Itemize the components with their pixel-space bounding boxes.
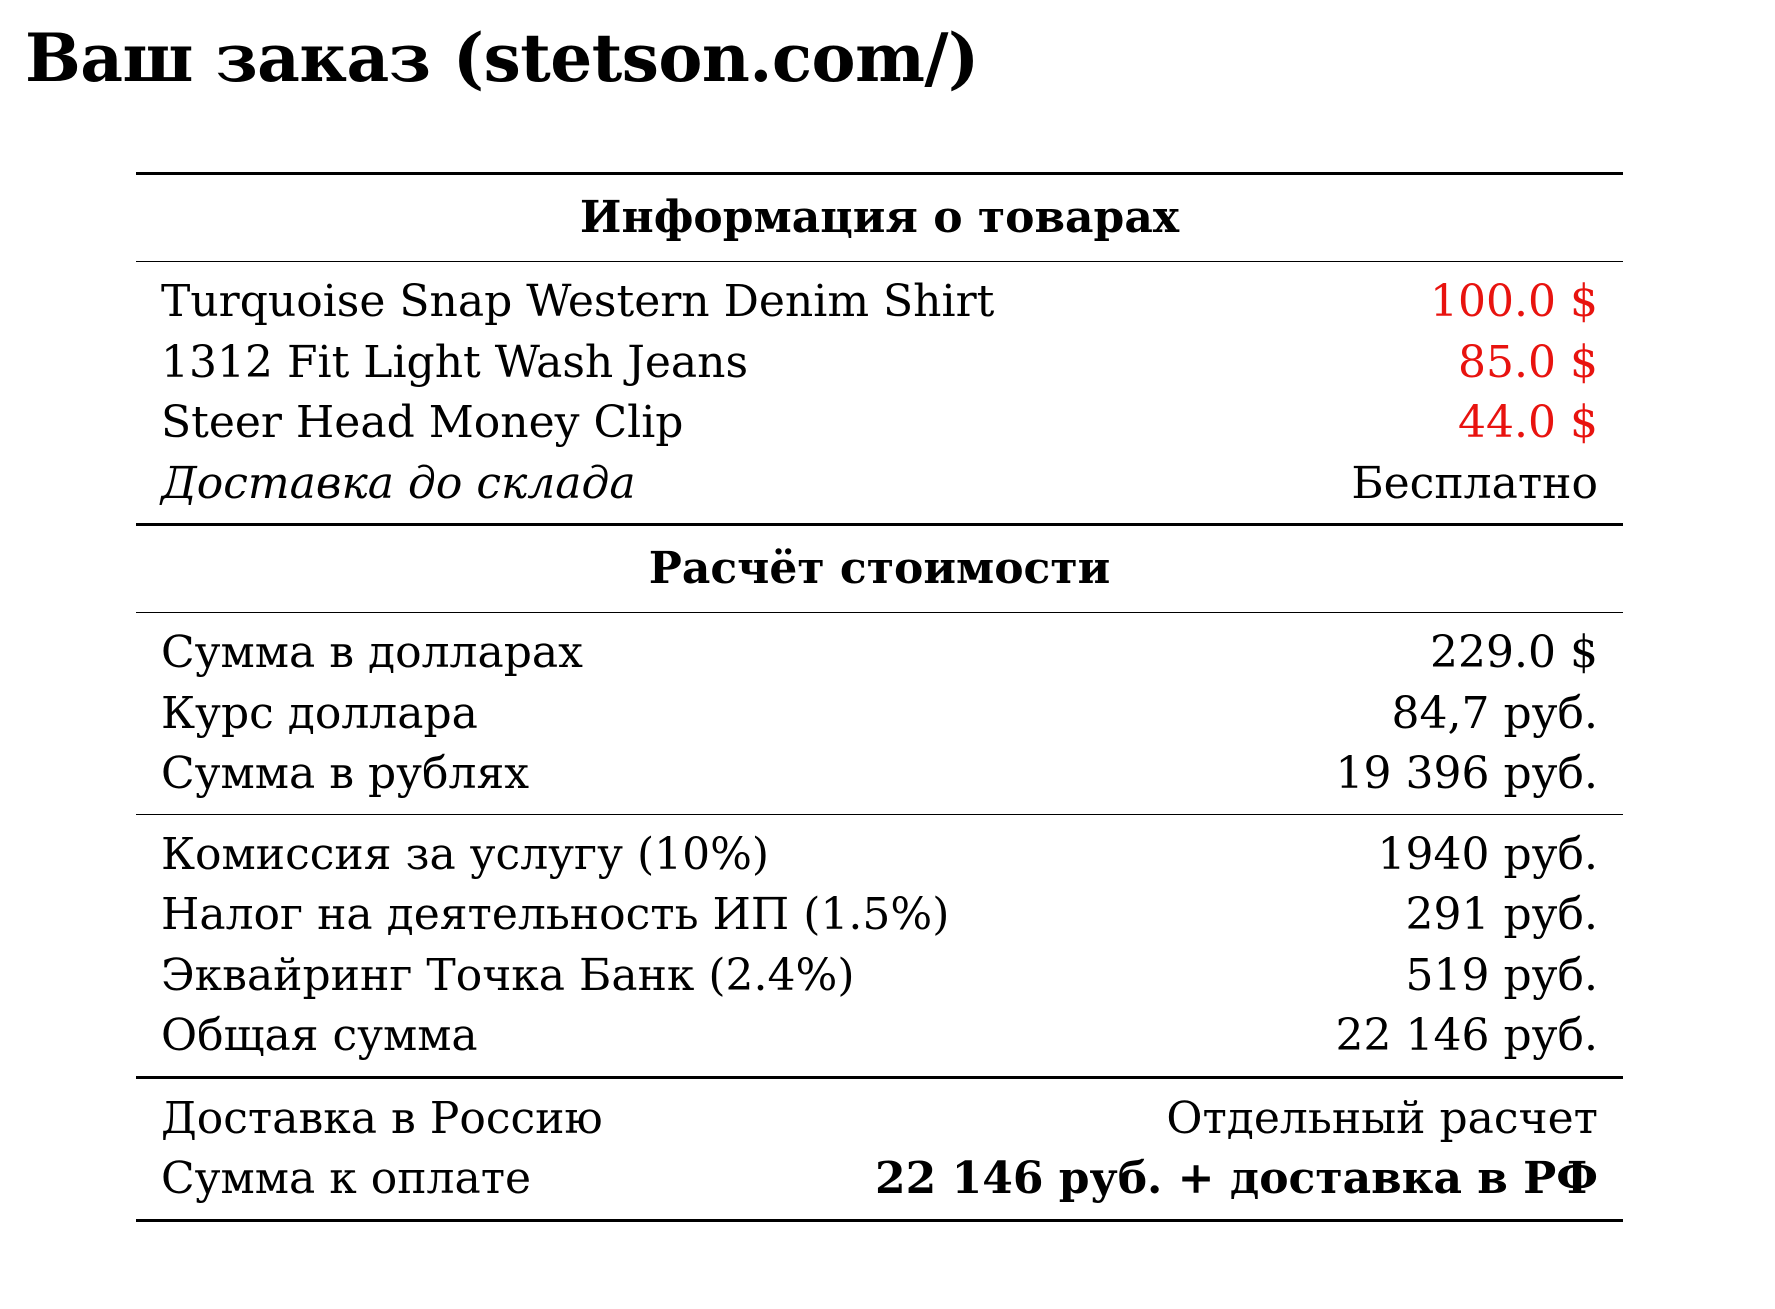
amount-payable-row [161, 1149, 1598, 1210]
product-name: Turquoise Snap Western Denim Shirt [161, 276, 995, 327]
amount-payable-value: 22 146 руб. + доставка в РФ [875, 1153, 1598, 1204]
conversion-list [136, 613, 1623, 814]
amount-payable-label: Сумма к оплате [161, 1153, 532, 1204]
acquiring-value: 519 руб. [1405, 949, 1598, 1001]
product-name: 1312 Fit Light Wash Jeans [161, 336, 749, 388]
products-list [136, 262, 1623, 523]
service-fee-label: Комиссия за услугу (10%) [161, 828, 770, 880]
products-section-heading: Информация о товарах [579, 192, 1180, 243]
russia-delivery-label: Доставка в Россию [161, 1092, 603, 1144]
rub-sum-value: 19 396 руб. [1335, 748, 1598, 799]
total-sum-value: 22 146 руб. [1335, 1010, 1598, 1061]
product-row [161, 393, 1598, 454]
rub-sum-row [161, 744, 1598, 805]
product-price: 85.0 $ [1458, 336, 1598, 388]
total-sum-label: Общая сумма [161, 1010, 478, 1061]
calculation-section-heading: Расчёт стоимости [648, 543, 1111, 594]
page-title: Ваш заказ (stetson.com/) [25, 19, 979, 97]
total-sum-row [161, 1006, 1598, 1067]
product-row [161, 333, 1598, 394]
usd-sum-row [161, 623, 1598, 684]
tax-value: 291 руб. [1405, 889, 1598, 940]
usd-sum-value: 229.0 $ [1430, 627, 1598, 678]
warehouse-shipping-row [161, 454, 1598, 515]
warehouse-shipping-label: Доставка до склада [161, 457, 636, 509]
exchange-rate-label: Курс доллара [161, 687, 478, 739]
product-name: Steer Head Money Clip [161, 397, 684, 448]
service-fee-value: 1940 руб. [1377, 828, 1598, 880]
acquiring-row [161, 946, 1598, 1007]
russia-delivery-row [161, 1089, 1598, 1150]
table-bottom-rule [136, 1219, 1623, 1222]
order-summary-table [136, 172, 1623, 1222]
product-row [161, 272, 1598, 333]
exchange-rate-value: 84,7 руб. [1391, 687, 1598, 739]
service-fee-row [161, 825, 1598, 886]
tax-label: Налог на деятельность ИП (1.5%) [161, 889, 950, 940]
product-price: 44.0 $ [1458, 397, 1598, 448]
rub-sum-label: Сумма в рублях [161, 748, 530, 799]
usd-sum-label: Сумма в долларах [161, 627, 583, 678]
final-list [136, 1079, 1623, 1219]
fees-list [136, 815, 1623, 1076]
tax-row [161, 885, 1598, 946]
warehouse-shipping-value: Бесплатно [1351, 457, 1598, 509]
acquiring-label: Эквайринг Точка Банк (2.4%) [161, 949, 855, 1001]
russia-delivery-value: Отдельный расчет [1166, 1092, 1598, 1144]
product-price: 100.0 $ [1430, 276, 1598, 327]
exchange-rate-row [161, 684, 1598, 745]
